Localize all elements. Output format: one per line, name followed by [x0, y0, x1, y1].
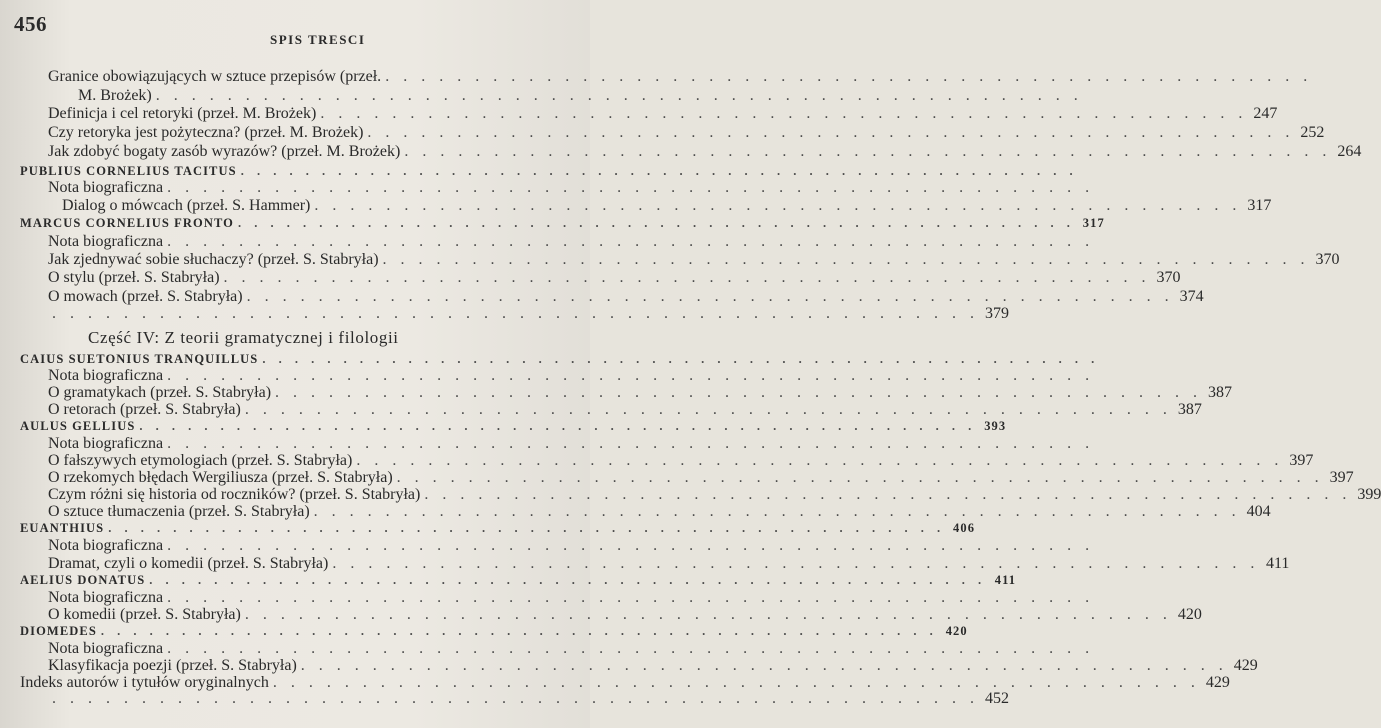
dot-leader: [167, 233, 1094, 251]
toc-page-number: 420: [1177, 606, 1202, 623]
toc-entry-title: O rzekomych błędach Wergiliusza (przeł. S. Stabryła): [48, 469, 393, 486]
toc-entry: [48, 68, 560, 86]
running-title: SPIS TRESCI: [270, 32, 366, 47]
toc-entry-title: Część IV: Z teorii gramatycznej i filologii: [88, 328, 399, 347]
toc-page-number: 370: [1315, 251, 1340, 268]
toc-author-heading: [20, 419, 1007, 433]
dot-leader: [262, 352, 1099, 366]
toc-entry-title: Nota biograficzna: [48, 435, 164, 452]
dot-leader: [314, 197, 1241, 215]
toc-entry-title: Nota biograficzna: [48, 640, 164, 657]
page-number: 456: [14, 12, 47, 36]
toc-page-number: 397: [1329, 469, 1354, 486]
toc-entry: [62, 197, 1272, 215]
toc-page-number: 397: [1289, 452, 1314, 469]
toc-entry: [48, 435, 578, 453]
dot-leader: [320, 105, 1247, 123]
toc-entry-title: CAIUS SUETONIUS TRANQUILLUS: [20, 352, 259, 366]
toc-entry-title: O komedii (przeł. S. Stabryła): [48, 606, 241, 623]
toc-entry-title: Nota biograficzna: [48, 589, 164, 606]
toc-entry: [78, 87, 560, 105]
dot-leader: [356, 452, 1283, 470]
dot-leader: [108, 521, 945, 535]
toc-page-number: 406: [953, 521, 976, 535]
toc-entry: [48, 401, 1202, 419]
toc-entry: [48, 657, 1258, 675]
toc-entry-title: Dramat, czyli o komedii (przeł. S. Stabryła): [48, 555, 329, 572]
toc-page-number: 399: [1357, 486, 1381, 503]
toc-entry: [48, 606, 1202, 624]
toc-entry: [48, 469, 1354, 487]
toc-page-number: 404: [1246, 503, 1271, 520]
toc-entry-title: Granice obowiązujących w sztuce przepisów (przeł.: [48, 68, 382, 85]
toc-entry: [48, 143, 1362, 161]
dot-leader: [301, 657, 1228, 675]
dot-leader: [52, 690, 979, 708]
toc-entry: [48, 555, 1290, 573]
toc-entry: [48, 690, 1009, 708]
toc-entry-title: EUANTHIUS: [20, 521, 105, 535]
dot-leader: [367, 124, 1294, 142]
toc-entry-title: O gramatykach (przeł. S. Stabryła): [48, 384, 272, 401]
toc-page-number: 370: [1156, 269, 1181, 286]
dot-leader: [167, 435, 1094, 453]
dot-leader: [167, 367, 1094, 385]
toc-author-heading: [20, 521, 976, 535]
toc-entry-title: Dialog o mówcach (przeł. S. Hammer): [62, 197, 311, 214]
toc-entry-title: O retorach (przeł. S. Stabryła): [48, 401, 241, 418]
toc-entry-title: AELIUS DONATUS: [20, 573, 146, 587]
toc-page-number: 317: [1082, 216, 1105, 230]
toc-page-number: 411: [994, 573, 1017, 587]
toc-page-number: 429: [1205, 674, 1230, 691]
dot-leader: [241, 164, 1078, 178]
toc-page-number: 247: [1253, 105, 1278, 122]
toc-entry-title: O mowach (przeł. S. Stabryła): [48, 288, 243, 305]
toc-entry: [48, 640, 578, 658]
toc-entry: [48, 233, 600, 251]
toc-entry-title: Indeks autorów i tytułów oryginalnych: [20, 674, 269, 691]
dot-leader: [167, 537, 1094, 555]
dot-leader: [238, 216, 1075, 230]
toc-entry-title: Nota biograficzna: [48, 233, 164, 250]
toc-entry-title: Czym różni się historia od roczników? (przeł. S. Stabryła): [48, 486, 421, 503]
toc-page-number: 264: [1337, 143, 1362, 160]
toc-entry: [48, 251, 1340, 269]
toc-entry-title: M. Brożek): [78, 87, 152, 104]
dot-leader: [245, 401, 1172, 419]
toc-author-heading: [20, 352, 560, 366]
dot-leader: [167, 640, 1094, 658]
toc-entry: [48, 503, 1271, 521]
dot-leader: [149, 573, 986, 587]
dot-leader: [245, 606, 1172, 624]
dot-leader: [167, 589, 1094, 607]
toc-page-number: 379: [985, 305, 1009, 322]
toc-part-heading: [88, 328, 580, 347]
dot-leader: [156, 87, 1083, 105]
toc-entry-title: Definicja i cel retoryki (przeł. M. Brożek): [48, 105, 317, 122]
toc-entry: [48, 384, 1233, 402]
toc-page-number: 317: [1247, 197, 1272, 214]
toc-author-heading: [20, 216, 1105, 230]
dot-leader: [314, 503, 1241, 521]
toc-entry: [48, 269, 1181, 287]
dot-leader: [383, 251, 1310, 269]
toc-entry: [48, 367, 578, 385]
dot-leader: [397, 469, 1324, 487]
toc-entry: [48, 486, 1381, 504]
toc-page-number: 411: [1265, 555, 1290, 572]
toc-entry: [48, 537, 578, 555]
toc-author-heading: [20, 164, 560, 178]
toc-entry-title: O fałszywych etymologiach (przeł. S. Stabryła): [48, 452, 353, 469]
toc-entry: [48, 288, 1204, 306]
toc-page-number: 374: [1179, 288, 1204, 305]
toc-entry: [48, 452, 1314, 470]
toc-page-number: 420: [945, 624, 968, 638]
dot-leader: [247, 288, 1174, 306]
toc-entry-title: Nota biograficzna: [48, 367, 164, 384]
toc-entry-title: Jak zdobyć bogaty zasób wyrazów? (przeł. M. Brożek): [48, 143, 401, 160]
toc-entry-title: AULUS GELLIUS: [20, 419, 136, 433]
toc-page-number: 252: [1300, 124, 1325, 141]
toc-page-number: 429: [1233, 657, 1258, 674]
toc-entry-title: O sztuce tłumaczenia (przeł. S. Stabryła): [48, 503, 310, 520]
toc-page-number: 452: [985, 690, 1009, 707]
dot-leader: [332, 555, 1259, 573]
toc-entry-title: Klasyfikacja poezji (przeł. S. Stabryła): [48, 657, 297, 674]
toc-author-heading: [20, 573, 1017, 587]
dot-leader: [424, 486, 1351, 504]
toc-entry: [48, 179, 600, 197]
toc-entry-title: DIOMEDES: [20, 624, 97, 638]
toc-author-heading: [20, 624, 968, 638]
toc-page-number: 393: [984, 419, 1007, 433]
dot-leader: [404, 143, 1331, 161]
toc-page-number: 387: [1177, 401, 1202, 418]
dot-leader: [385, 68, 1312, 86]
toc-entry-title: PUBLIUS CORNELIUS TACITUS: [20, 164, 237, 178]
toc-entry-title: Nota biograficzna: [48, 179, 164, 196]
dot-leader: [224, 269, 1151, 287]
toc-entry-title: O stylu (przeł. S. Stabryła): [48, 269, 220, 286]
toc-entry-title: MARCUS CORNELIUS FRONTO: [20, 216, 234, 230]
toc-entry-title: Czy retoryka jest pożyteczna? (przeł. M. Brożek): [48, 124, 364, 141]
toc-entry-title: Nota biograficzna: [48, 537, 164, 554]
toc-entry: [48, 124, 1325, 142]
dot-leader: [139, 419, 976, 433]
toc-entry: [48, 589, 578, 607]
dot-leader: [275, 384, 1202, 402]
dot-leader: [167, 179, 1094, 197]
toc-page-number: 387: [1208, 384, 1233, 401]
toc-entry: [48, 105, 1278, 123]
toc-entry: [48, 305, 1009, 323]
toc-entry-title: Jak zjednywać sobie słuchaczy? (przeł. S. Stabryła): [48, 251, 379, 268]
dot-leader: [52, 305, 979, 323]
dot-leader: [101, 624, 938, 638]
